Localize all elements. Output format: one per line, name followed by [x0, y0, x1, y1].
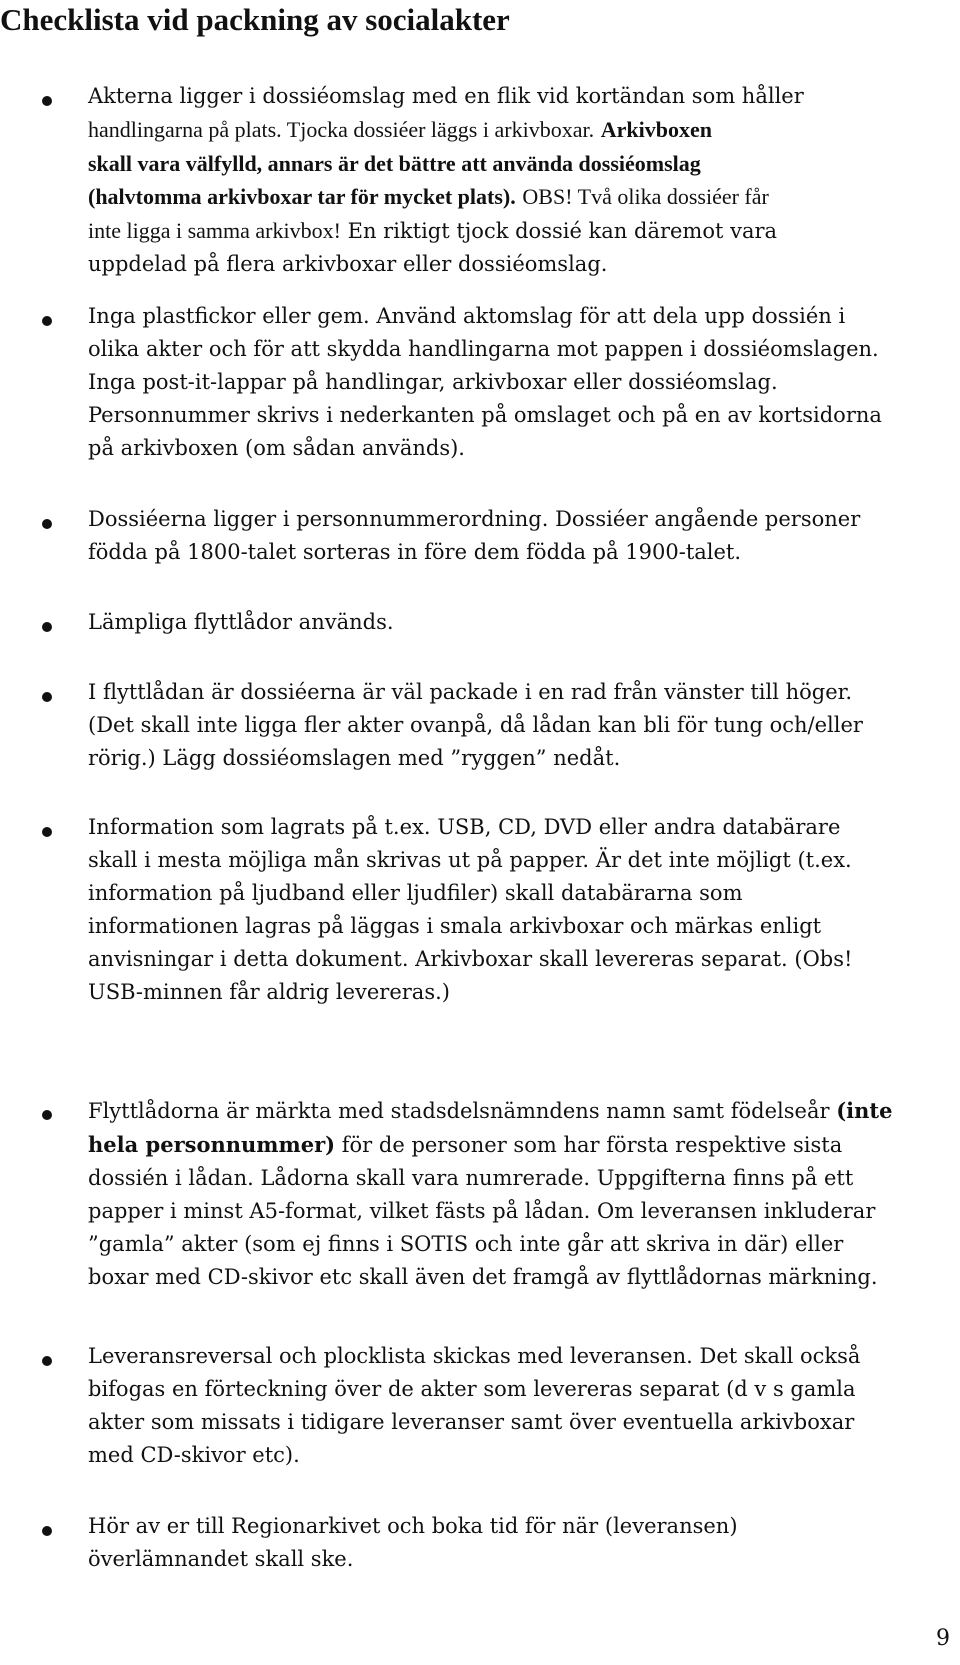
list-item: [88, 300, 960, 465]
text-line: Inga plastfickor eller gem. Använd aktomslag för att dela upp dossién i: [88, 304, 846, 328]
text-line: Hör av er till Regionarkivet och boka tid för när (leveransen): [88, 1514, 738, 1538]
text-line: på arkivboxen (om sådan används).: [88, 436, 465, 460]
bullet-icon: [42, 1356, 52, 1366]
bullet-icon: [42, 1526, 52, 1536]
bullet-icon: [42, 622, 52, 632]
text-line: informationen lagras på läggas i smala arkivboxar och märkas enligt: [88, 914, 822, 938]
text-run: OBS! Två olika dossiéer får: [522, 184, 769, 209]
text-line: Personnummer skrivs i nederkanten på omslaget och på en av kortsidorna: [88, 403, 882, 427]
list-item: [88, 80, 960, 281]
text-line: uppdelad på flera arkivboxar eller dossiéomslag.: [88, 252, 608, 276]
text-line: Dossiéerna ligger i personnummerordning. Dossiéer angående personer: [88, 507, 861, 531]
text-line: information på ljudband eller ljudfiler) skall databärarna som: [88, 881, 743, 905]
bullet-icon: [42, 1110, 52, 1120]
list-item: [88, 1094, 960, 1294]
text-line: skall i mesta möjliga mån skrivas ut på papper. Är det inte möjligt (t.ex.: [88, 848, 852, 872]
text-line: akter som missats i tidigare leveranser samt över eventuella arkivboxar: [88, 1410, 855, 1434]
text-run-bold: (halvtomma arkivboxar tar för mycket plats).: [88, 184, 516, 209]
text-line: Lämpliga flyttlådor används.: [88, 610, 394, 634]
text-line: bifogas en förteckning över de akter som levereras separat (d v s gamla: [88, 1377, 856, 1401]
text-line: Leveransreversal och plocklista skickas med leveransen. Det skall också: [88, 1344, 861, 1368]
list-item: [88, 811, 960, 1009]
list-item: [88, 503, 960, 569]
text-line: boxar med CD-skivor etc skall även det framgå av flyttlådornas märkning.: [88, 1265, 878, 1289]
text-line: överlämnandet skall ske.: [88, 1547, 354, 1571]
text-line: födda på 1800-talet sorteras in före dem födda på 1900-talet.: [88, 540, 742, 564]
text-line: Information som lagrats på t.ex. USB, CD, DVD eller andra databärare: [88, 815, 841, 839]
bullet-icon: [42, 96, 52, 106]
text-line: ”gamla” akter (som ej finns i SOTIS och inte går att skriva in där) eller: [88, 1232, 844, 1256]
page-number: 9: [936, 1626, 950, 1651]
text-run-bold: Arkivboxen: [600, 117, 713, 142]
text-line: [88, 180, 960, 214]
text-run: handlingarna på plats. Tjocka dossiéer läggs i arkivboxar.: [88, 117, 595, 142]
text-line: anvisningar i detta dokument. Arkivboxar skall levereras separat. (Obs!: [88, 947, 853, 971]
page-title: Checklista vid packning av socialakter: [0, 2, 510, 37]
list-item: [88, 1510, 960, 1576]
text-line: dossién i lådan. Lådorna skall vara numrerade. Uppgifterna finns på ett: [88, 1166, 854, 1190]
text-run: En riktigt tjock dossié kan däremot vara: [347, 219, 778, 243]
text-line-bold: skall vara välfylld, annars är det bättre att använda dossiéomslag: [88, 151, 701, 176]
list-item: [88, 676, 960, 775]
bullet-icon: [42, 692, 52, 702]
text-run: Flyttlådorna är märkta med stadsdelsnämndens namn samt födelseår: [88, 1099, 830, 1123]
text-line: med CD-skivor etc).: [88, 1443, 300, 1467]
text-line: Inga post-it-lappar på handlingar, arkivboxar eller dossiéomslag.: [88, 370, 778, 394]
text-line: [88, 113, 960, 147]
text-run-bold: hela personnummer): [88, 1132, 336, 1157]
text-line: I flyttlådan är dossiéerna är väl packade i en rad från vänster till höger.: [88, 680, 853, 704]
bullet-icon: [42, 519, 52, 529]
text-line: Akterna ligger i dossiéomslag med en flik vid kortändan som håller: [88, 84, 804, 108]
list-item: [88, 606, 960, 639]
bullet-icon: [42, 316, 52, 326]
text-run: inte ligga i samma arkivbox!: [88, 218, 341, 243]
text-run: för de personer som har första respektive sista: [341, 1133, 843, 1157]
text-line: [88, 1128, 960, 1162]
list-item: [88, 1340, 960, 1472]
text-line: olika akter och för att skydda handlingarna mot pappen i dossiéomslagen.: [88, 337, 879, 361]
text-line: [88, 214, 960, 248]
text-line: USB-minnen får aldrig levereras.): [88, 980, 450, 1004]
text-line: (Det skall inte ligga fler akter ovanpå, då lådan kan bli för tung och/eller: [88, 713, 863, 737]
bullet-icon: [42, 827, 52, 837]
text-line: papper i minst A5-format, vilket fästs på lådan. Om leveransen inkluderar: [88, 1199, 876, 1223]
text-run-bold: (inte: [836, 1098, 893, 1123]
text-line: [88, 1094, 960, 1128]
text-line: rörig.) Lägg dossiéomslagen med ”ryggen” nedåt.: [88, 746, 621, 770]
